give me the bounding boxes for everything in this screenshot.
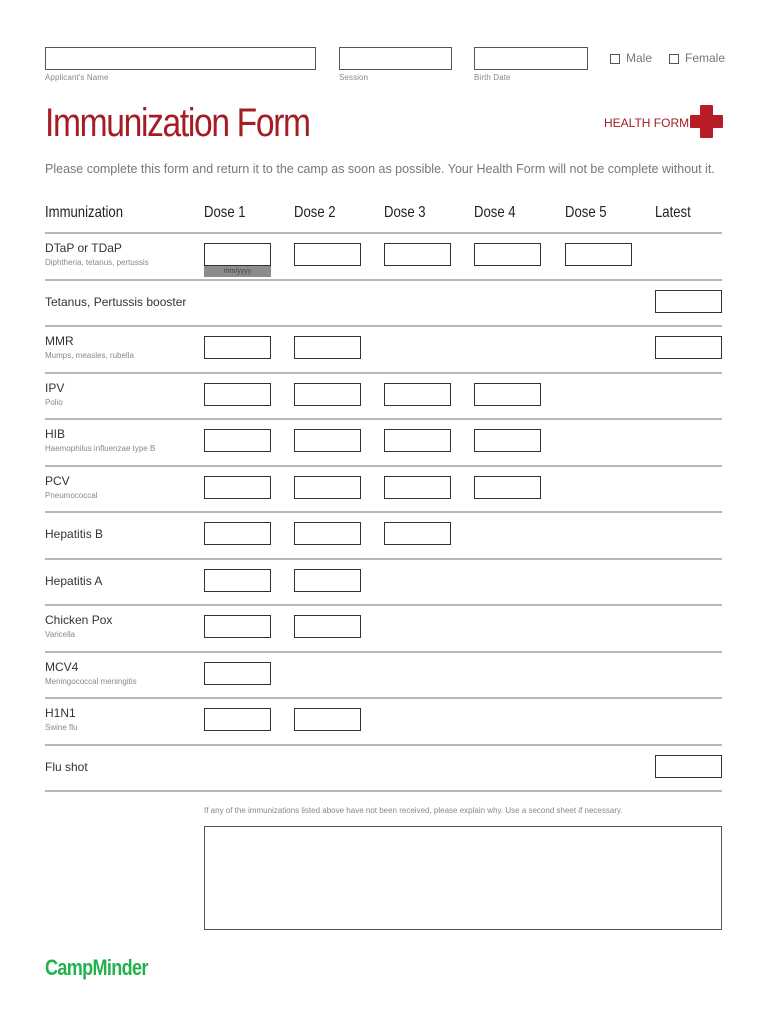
- birth-date-field[interactable]: [474, 47, 588, 70]
- column-immunization-header: Immunization: [45, 204, 124, 221]
- dose-3-date-field[interactable]: [384, 476, 451, 499]
- column-dose-2-header: Dose 2: [294, 204, 336, 221]
- immunization-name: Hepatitis B: [45, 527, 104, 542]
- dose-1-date-field[interactable]: [204, 243, 271, 266]
- immunization-name: Hepatitis A: [45, 573, 103, 588]
- intro-text: Please complete this form and return it to the camp as soon as possible. Your Health Form will not be complete without it.: [45, 162, 715, 176]
- dose-2-date-field[interactable]: [294, 569, 361, 592]
- immunization-name: Tetanus, Pertussis booster: [45, 294, 187, 309]
- dose-1-date-field[interactable]: [204, 336, 271, 359]
- dose-3-date-field[interactable]: [384, 522, 451, 545]
- table-row: [45, 744, 722, 791]
- applicant-name-field[interactable]: [45, 47, 316, 70]
- table-row: [45, 558, 722, 605]
- dose-3-date-field[interactable]: [384, 429, 451, 452]
- table-row: [45, 651, 722, 698]
- immunization-name: PCV: [45, 473, 70, 488]
- immunization-name: HIB: [45, 427, 66, 441]
- dose-2-date-field[interactable]: [294, 615, 361, 638]
- dose-2-date-field[interactable]: [294, 429, 361, 452]
- immunization-description: Diphtheria, tetanus, pertussis: [45, 258, 149, 267]
- immunization-name: H1N1: [45, 706, 76, 720]
- column-dose-5-header: Dose 5: [565, 204, 607, 221]
- male-label: Male: [626, 51, 653, 65]
- session-label: Session: [339, 73, 369, 82]
- page-title: Immunization Form: [45, 101, 310, 145]
- immunization-name: MCV4: [45, 659, 79, 674]
- column-dose-3-header: Dose 3: [384, 204, 426, 221]
- explain-note: If any of the immunizations listed above have not been received, please explain why. Use a second sheet if necessary.: [204, 806, 623, 815]
- campminder-logo: CampMinder: [45, 955, 148, 980]
- immunization-description: Haemophilus influenzae type B: [45, 444, 156, 453]
- male-checkbox[interactable]: [610, 54, 620, 64]
- table-row: [45, 604, 722, 651]
- immunization-description: Pneumococcal: [45, 490, 98, 500]
- dose-2-date-field[interactable]: [294, 336, 361, 359]
- dose-2-date-field[interactable]: [294, 383, 361, 406]
- immunization-name: Chicken Pox: [45, 613, 113, 627]
- dose-1-date-field[interactable]: [204, 383, 271, 406]
- column-latest-header: Latest: [655, 204, 691, 221]
- immunization-name: MMR: [45, 334, 74, 348]
- latest-date-field[interactable]: [655, 336, 722, 359]
- dose-3-date-field[interactable]: [384, 383, 451, 406]
- immunization-description: Varicella: [45, 630, 76, 639]
- dose-4-date-field[interactable]: [474, 476, 541, 499]
- dose-1-date-field[interactable]: [204, 662, 271, 685]
- male-option[interactable]: [610, 51, 652, 65]
- immunization-description: Swine flu: [45, 723, 78, 732]
- dose-1-date-field[interactable]: [204, 429, 271, 452]
- dose-2-date-field[interactable]: [294, 522, 361, 545]
- immunization-description: Polio: [45, 397, 63, 407]
- session-field[interactable]: [339, 47, 452, 70]
- column-dose-1-header: Dose 1: [204, 204, 246, 221]
- immunization-description: Meningococcal meningitis: [45, 676, 137, 686]
- column-dose-4-header: Dose 4: [474, 204, 516, 221]
- date-format-hint: mm/yyyy: [204, 266, 271, 277]
- dose-3-date-field[interactable]: [384, 243, 451, 266]
- dose-5-date-field[interactable]: [565, 243, 632, 266]
- latest-date-field[interactable]: [655, 290, 722, 313]
- dose-1-date-field[interactable]: [204, 476, 271, 499]
- female-checkbox[interactable]: [669, 54, 679, 64]
- health-form-label: HEALTH FORM: [604, 116, 690, 130]
- explanation-textarea[interactable]: [204, 826, 722, 930]
- birth-date-label: Birth Date: [474, 73, 511, 82]
- immunization-name: IPV: [45, 380, 65, 395]
- dose-4-date-field[interactable]: [474, 383, 541, 406]
- dose-1-date-field[interactable]: [204, 708, 271, 731]
- dose-2-date-field[interactable]: [294, 708, 361, 731]
- table-row: [45, 697, 722, 744]
- female-label: Female: [685, 51, 726, 65]
- dose-1-date-field[interactable]: [204, 615, 271, 638]
- immunization-name: DTaP or TDaP: [45, 241, 122, 255]
- dose-1-date-field[interactable]: [204, 522, 271, 545]
- red-cross-icon: [689, 104, 724, 139]
- table-row: [45, 325, 722, 372]
- immunization-name: Flu shot: [45, 759, 88, 774]
- dose-2-date-field[interactable]: [294, 243, 361, 266]
- row-divider: [45, 790, 722, 792]
- dose-4-date-field[interactable]: [474, 429, 541, 452]
- immunization-description: Mumps, measles, rubella: [45, 351, 134, 360]
- female-option[interactable]: [669, 51, 725, 65]
- dose-1-date-field[interactable]: [204, 569, 271, 592]
- applicant-name-label: Applicant's Name: [45, 73, 109, 82]
- dose-2-date-field[interactable]: [294, 476, 361, 499]
- dose-4-date-field[interactable]: [474, 243, 541, 266]
- latest-date-field[interactable]: [655, 755, 722, 778]
